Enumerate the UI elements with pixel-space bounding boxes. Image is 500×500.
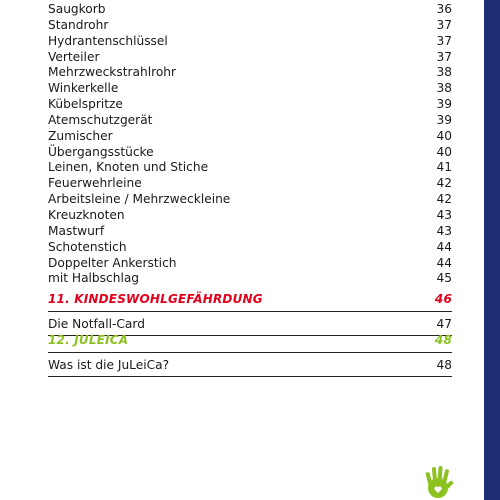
section-heading[interactable] <box>48 290 452 308</box>
toc-entry[interactable] <box>48 50 452 66</box>
toc-entry-label: Arbeitsleine / Mehrzweckleine <box>48 192 231 207</box>
toc-entry[interactable] <box>48 65 452 81</box>
toc-entry-page: 44 <box>436 239 452 254</box>
toc-entry-label: Zumischer <box>48 128 113 143</box>
toc-entry-page: 37 <box>436 33 452 48</box>
sidebar-stripe <box>484 0 500 500</box>
toc-entry-label: Übergangsstücke <box>48 144 154 159</box>
toc-entry-label: Mehrzweckstrahlrohr <box>48 65 177 80</box>
toc-entry-label: Kübelspritze <box>48 97 123 112</box>
toc-entry[interactable] <box>48 2 452 18</box>
toc-entry-page: 38 <box>436 65 452 80</box>
toc-entry-label: Was ist die JuLeiCa? <box>48 358 170 372</box>
toc-entry-page: 37 <box>436 17 452 32</box>
section-page: 48 <box>434 333 452 347</box>
toc-entry-page: 43 <box>436 207 452 222</box>
toc-entry[interactable] <box>48 34 452 50</box>
toc-entry-label: Kreuzknoten <box>48 207 125 222</box>
toc-entry-page: 40 <box>436 128 452 143</box>
section-title: 11. KINDESWOHLGEFÄHRDUNG <box>48 292 263 306</box>
toc-entry[interactable] <box>48 316 452 332</box>
toc-entry[interactable] <box>48 160 452 176</box>
toc-entry[interactable] <box>48 240 452 256</box>
section-divider <box>48 376 452 377</box>
toc-entry-label: mit Halbschlag <box>48 271 140 286</box>
toc-entry-label: Die Notfall-Card <box>48 317 145 331</box>
toc-entry-page: 47 <box>436 317 452 331</box>
toc-entry-page: 38 <box>436 81 452 96</box>
section-divider <box>48 311 452 312</box>
toc-entry-page: 42 <box>436 176 452 191</box>
toc-entry-page: 42 <box>436 192 452 207</box>
toc-entry[interactable] <box>48 129 452 145</box>
section-divider <box>48 352 452 353</box>
toc-entry-label: Winkerkelle <box>48 81 119 96</box>
toc-entry-label: Doppelter Ankerstich <box>48 255 177 270</box>
toc-entry[interactable] <box>48 81 452 97</box>
toc-entry-page: 48 <box>436 358 452 372</box>
toc-entry[interactable] <box>48 357 452 373</box>
section-page: 46 <box>434 292 452 306</box>
toc-entry[interactable] <box>48 224 452 240</box>
toc-entry-label: Standrohr <box>48 17 109 32</box>
toc-entry-page: 44 <box>436 255 452 270</box>
toc-entry[interactable] <box>48 176 452 192</box>
toc-entry-label: Atemschutzgerät <box>48 112 153 127</box>
toc-entry[interactable] <box>48 192 452 208</box>
toc-entry-page: 39 <box>436 97 452 112</box>
toc-entry-label: Verteiler <box>48 49 100 64</box>
toc-list <box>48 2 452 287</box>
toc-entry-page: 41 <box>436 160 452 175</box>
toc-entry[interactable] <box>48 208 452 224</box>
toc-entry-label: Mastwurf <box>48 223 105 238</box>
toc-entry[interactable] <box>48 271 452 287</box>
toc-entry[interactable] <box>48 113 452 129</box>
toc-entry-page: 37 <box>436 49 452 64</box>
toc-entry-page: 43 <box>436 223 452 238</box>
toc-entry-page: 39 <box>436 112 452 127</box>
toc-entry-page: 45 <box>436 271 452 286</box>
hand-icon <box>418 462 458 500</box>
toc-entry-label: Saugkorb <box>48 2 106 16</box>
toc-entry[interactable] <box>48 145 452 161</box>
toc-entry-label: Schotenstich <box>48 239 127 254</box>
toc-entry-label: Feuerwehrleine <box>48 176 142 191</box>
toc-entry-page: 40 <box>436 144 452 159</box>
toc-entry-label: Leinen, Knoten und Stiche <box>48 160 209 175</box>
toc-entry[interactable] <box>48 256 452 272</box>
toc-entry-page: 36 <box>436 2 452 16</box>
section-heading[interactable] <box>48 331 452 349</box>
toc-entry[interactable] <box>48 18 452 34</box>
toc-entry[interactable] <box>48 97 452 113</box>
section-title: 12. JULEICA <box>48 333 129 347</box>
section-juleica <box>48 331 452 381</box>
toc-entry-label: Hydrantenschlüssel <box>48 33 168 48</box>
